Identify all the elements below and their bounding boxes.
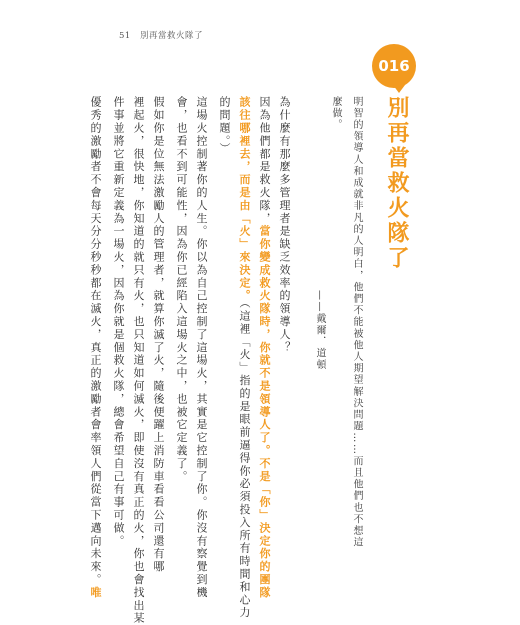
chapter-number-badge: 016 xyxy=(372,44,416,88)
epigraph-attribution: ——戴爾．道頓 xyxy=(314,290,325,371)
text-run: 因為他們都是救火隊， xyxy=(258,96,271,225)
highlighted-text: 唯 xyxy=(89,586,102,600)
epigraph-line-1: 明智的領導人和成就非凡的人明白，他們不能被他人期望解決問題……而且他們也不想這 xyxy=(351,96,362,549)
paragraph-4-line-2: 裡起火，很快地，你知道的就只有火，也只知道如何滅火，即使沒有真正的火，你也會找出某 xyxy=(132,96,145,625)
epigraph-line-2: 麼做。 xyxy=(330,96,341,131)
paragraph-5-line-1 xyxy=(87,96,103,599)
page-number: 51 xyxy=(119,31,131,41)
paragraph-4-line-3: 件事並將它重新定義為一場火，因為你就是個救火隊，總會希望自己有事可做。 xyxy=(112,96,125,548)
paragraph-1-line: 為什麼有那麼多管理者是缺乏效率的領導人？ xyxy=(278,96,291,354)
text-run: （這裡「火」指的是眼前逼得你必須投入所有時間和心力 xyxy=(238,302,251,620)
text-run: 優秀的激勵者不會每天分分秒秒都在滅火，真正的激勵者會率領人們從當下邁向未來。 xyxy=(89,96,102,587)
highlighted-text: 當你變成救火隊時，你就不是領導人了。不是「你」決定你的團隊 xyxy=(258,225,271,600)
paragraph-2-line-3: 的問題。） xyxy=(218,96,231,155)
badge-pointer xyxy=(393,85,405,93)
paragraph-4-line-1: 假如你是位無法激勵人的管理者，就算你滅了火，隨後便躍上消防車看看公司還有哪 xyxy=(152,96,165,574)
chapter-title: 別再當救火隊了 xyxy=(384,96,409,271)
paragraph-3-line-1: 這場火控制著你的人生。你以為自己控制了這場火，其實是它控制了你。你沒有察覺到機 xyxy=(195,96,208,600)
paragraph-3-line-2: 會，也看不到可能性，因為你已經陷入這場火之中，也被它定義了。 xyxy=(175,96,188,483)
paragraph-2-line-2 xyxy=(236,96,252,619)
paragraph-2-line-1 xyxy=(256,96,272,599)
running-title: 別再當救火隊了 xyxy=(140,31,204,41)
running-header xyxy=(119,29,203,41)
highlighted-text: 該往哪裡去，而是由「火」來決定。 xyxy=(238,96,251,303)
